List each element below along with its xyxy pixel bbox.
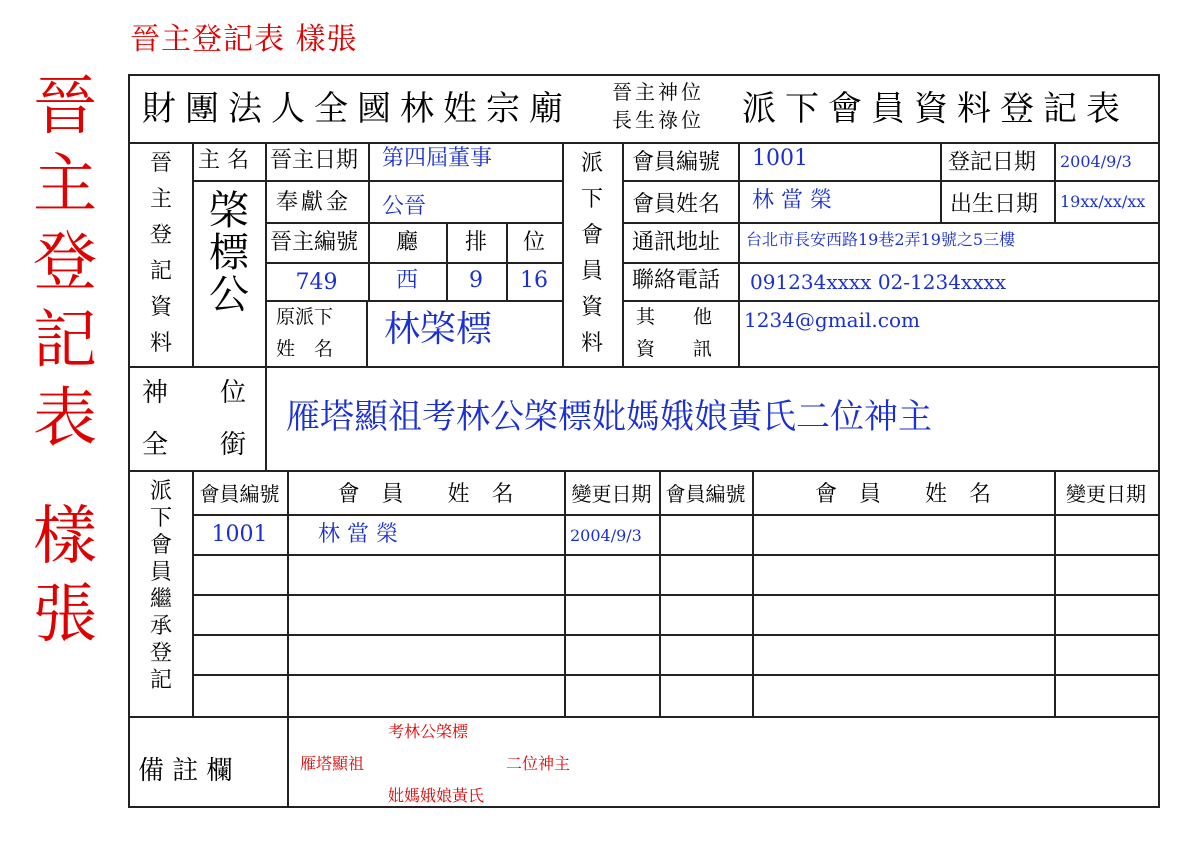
form-title-mid-top: 晉主神位 xyxy=(612,80,704,104)
title-label-1: 神 位 xyxy=(142,378,247,408)
seat-label: 位 xyxy=(522,230,545,255)
hall-label: 廳 xyxy=(395,230,418,255)
master-name-label: 主 名 xyxy=(198,148,249,173)
succession-row-name: 林 當 榮 xyxy=(318,522,398,547)
rule xyxy=(128,74,1160,76)
reg-date-label: 登記日期 xyxy=(948,150,1037,175)
row-value: 9 xyxy=(469,268,483,293)
remarks-line-left: 雁塔顯祖 xyxy=(300,754,365,773)
address: 台北市長安西路19巷2弄19號之5三樓 xyxy=(746,230,1016,249)
remarks-label: 備 註 欄 xyxy=(138,756,233,786)
form-title-right: 派下會員資料登記表 xyxy=(742,89,1129,129)
form-title-mid-bottom: 長生祿位 xyxy=(612,108,704,132)
member-no: 1001 xyxy=(752,146,808,171)
member-name: 林 當 榮 xyxy=(752,188,832,213)
hall-value: 西 xyxy=(395,268,418,293)
col-date-1: 變更日期 xyxy=(571,482,652,506)
member-name-label: 會員姓名 xyxy=(632,192,721,217)
page-label: 晉主登記表 樣張 xyxy=(130,22,358,57)
birth-label: 出生日期 xyxy=(950,192,1039,217)
birth: 19xx/xx/xx xyxy=(1060,192,1146,211)
col-name-2: 會 員 姓 名 xyxy=(814,482,991,507)
remarks-line-top: 考林公棨標 xyxy=(388,722,469,741)
rule xyxy=(128,806,1160,808)
number-label: 晉主編號 xyxy=(270,230,359,255)
donation: 公晉 xyxy=(382,194,427,219)
member-no-label: 會員編號 xyxy=(632,150,721,175)
rule xyxy=(128,74,130,808)
col-date-2: 變更日期 xyxy=(1066,482,1146,506)
reg-date: 2004/9/3 xyxy=(1060,152,1132,171)
rule xyxy=(1158,74,1160,808)
row-label: 排 xyxy=(464,230,487,255)
col-name-1: 會 員 姓 名 xyxy=(337,482,514,507)
remarks-line-bottom: 妣媽娥娘黃氏 xyxy=(388,786,485,805)
title-label-2: 全 銜 xyxy=(142,430,247,460)
left-section-heading: 晉 主 登 記 資 料 xyxy=(149,151,172,356)
number-value: 749 xyxy=(295,270,338,295)
master-name: 棨 標 公 xyxy=(209,188,249,318)
seat-value: 16 xyxy=(520,268,548,293)
phone: 091234xxxx 02-1234xxxx xyxy=(750,270,1007,294)
orig-label-2: 姓 名 xyxy=(276,338,334,360)
col-no-2: 會員編號 xyxy=(665,482,746,506)
col-no-1: 會員編號 xyxy=(199,482,280,506)
other-label-2: 資 訊 xyxy=(636,338,713,360)
entry-date: 第四屆董事 xyxy=(382,146,493,171)
other-label-1: 其 他 xyxy=(636,306,713,328)
succession-heading: 派 下 會 員 繼 承 登 記 xyxy=(149,479,172,693)
entry-date-label: 晉主日期 xyxy=(270,148,359,173)
donation-label: 奉獻金 xyxy=(276,190,352,215)
other-info: 1234@gmail.com xyxy=(744,308,920,332)
orig-name: 林棨標 xyxy=(384,309,493,350)
succession-row-date: 2004/9/3 xyxy=(570,526,642,545)
remarks-line-right: 二位神主 xyxy=(506,754,571,773)
form-title-left: 財團法人全國林姓宗廟 xyxy=(142,89,572,129)
phone-label: 聯絡電話 xyxy=(632,268,721,293)
orig-label-1: 原派下 xyxy=(276,306,334,328)
title-value: 雁塔顯祖考林公棨標妣媽娥娘黃氏二位神主 xyxy=(286,397,932,437)
succession-row-no: 1001 xyxy=(211,522,268,547)
member-section-heading: 派 下 會 員 資 料 xyxy=(580,151,603,356)
side-label: 晉 主 登 記 表 樣 張 xyxy=(33,70,97,652)
address-label: 通訊地址 xyxy=(632,230,721,255)
